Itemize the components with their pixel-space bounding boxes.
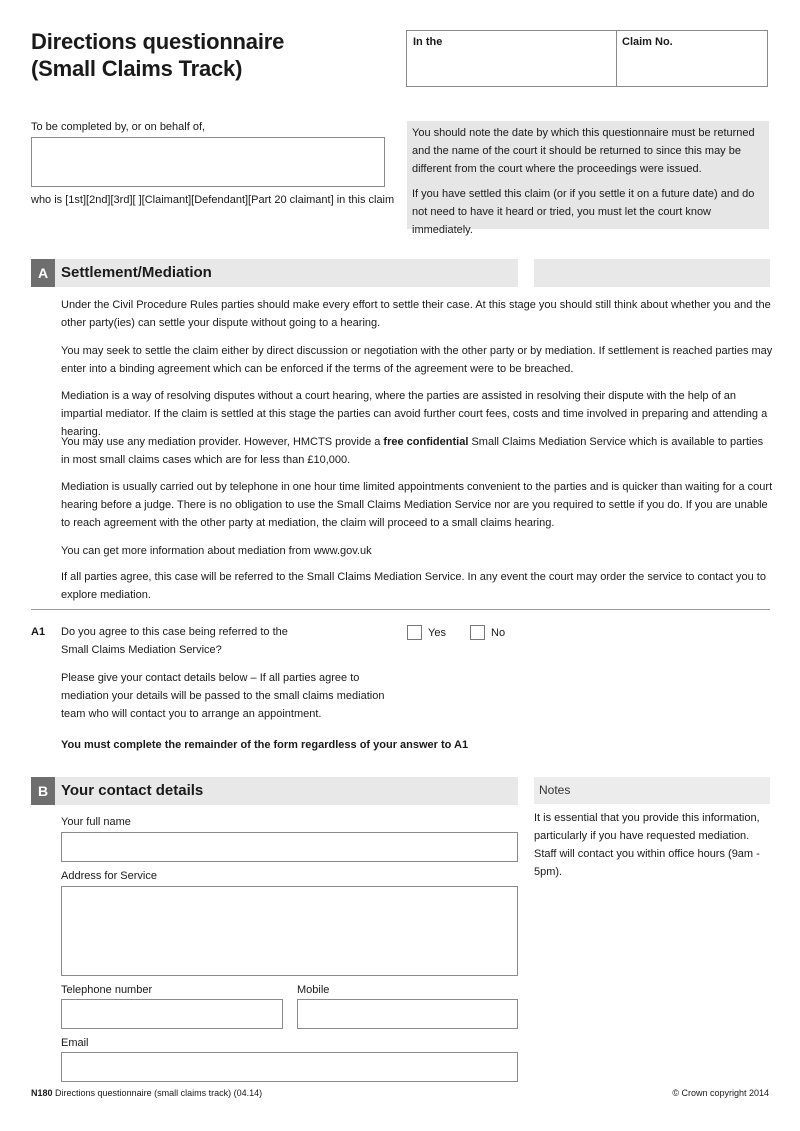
paragraph-cpr: Under the Civil Procedure Rules parties should make every effort to settle their case. At this stage you should still think about whether you and the other party(ies) can settle your dispute without going to a hearing. — [61, 299, 771, 329]
email-field[interactable] — [61, 1052, 518, 1082]
mobile-label: Mobile — [297, 984, 330, 996]
notes-text: It is essential that you provide this information, particularly if you have requested mediation. Staff will contact you within office hours (9am - 5pm). — [534, 812, 760, 878]
a1-yes-checkbox[interactable] — [407, 625, 422, 640]
paragraph-mediation-def: Mediation is a way of resolving disputes without a court hearing, where the parties are assisted in resolving their dispute with the help of an impartial mediator. If the claim is settled at this stage the parties can avoid further court fees, costs and time involved in preparing and attending a hearing. — [61, 390, 768, 438]
title-line-1: Directions questionnaire — [31, 29, 285, 54]
email-label: Email — [61, 1037, 89, 1049]
paragraph-more-info: You can get more information about mediation from www.gov.uk — [61, 545, 372, 557]
a1-no-checkbox[interactable] — [470, 625, 485, 640]
paragraph-settle: You may seek to settle the claim either by direct discussion or negotiation with the other party or by mediation. If settlement is reached parties may enter into a binding agreement which can be enforced if the terms of the agreement were to be breached. — [61, 345, 773, 375]
section-b-header — [31, 777, 518, 805]
page-title — [31, 28, 284, 82]
form-footer — [31, 1088, 262, 1098]
a1-number: A1 — [31, 626, 46, 638]
a1-yes-label: Yes — [428, 627, 446, 639]
in-the-label: In the — [413, 36, 443, 48]
a1-contact-text: Please give your contact details below – If all parties agree to mediation your details will be passed to the small claims mediation team who will contact you to arrange an appointment. — [61, 672, 385, 720]
a1-question: Do you agree to this case being referred to the Small Claims Mediation Service? — [61, 626, 288, 656]
claim-no-label: Claim No. — [622, 36, 673, 48]
address-label: Address for Service — [61, 870, 157, 882]
telephone-field[interactable] — [61, 999, 283, 1029]
provider-text-bold: free confidential — [383, 436, 469, 448]
paragraph-referral: If all parties agree, this case will be referred to the Small Claims Mediation Service. In any event the court may order the service to contact you to explore mediation. — [61, 571, 766, 601]
full-name-label: Your full name — [61, 816, 131, 828]
section-a-letter: A — [31, 259, 55, 287]
address-field[interactable] — [61, 886, 518, 976]
provider-text-line2: small claims cases which are for less than £10,000. — [99, 454, 351, 466]
section-b-title: Your contact details — [61, 782, 204, 799]
notes-heading: Notes — [534, 777, 770, 804]
title-line-2: (Small Claims Track) — [31, 56, 243, 81]
claim-number-field[interactable] — [622, 51, 762, 83]
section-a-header — [31, 259, 518, 287]
paragraph-provider — [61, 433, 773, 469]
provider-text-pre: You may use any mediation provider. However, HMCTS provide a — [61, 436, 384, 448]
section-b-letter: B — [31, 777, 55, 805]
completed-by-field[interactable] — [31, 137, 385, 187]
completed-by-label: To be completed by, or on behalf of, — [31, 121, 206, 133]
full-name-field[interactable] — [61, 832, 518, 862]
paragraph-telephone: Mediation is usually carried out by telephone in one hour time limited appointments convenient to the parties and is quicker than waiting for a court hearing before a judge. There is no obligation to use the Small Claims Mediation Service nor are you required to settle if you do. If you are unable to reach agreement with the other party at mediation, the claim will proceed to a small claims hearing. — [61, 481, 773, 529]
return-date-note — [407, 121, 769, 236]
note-paragraph-1: You should note the date by which this questionnaire must be returned and the name of the court it should be returned to since this may be different from the court where the proceedings were issued. — [412, 127, 755, 175]
court-claim-box — [406, 30, 768, 87]
form-code: N180 — [31, 1088, 53, 1098]
note-paragraph-2: If you have settled this claim (or if you settle it on a future date) and do not need to have it heard or tried, you must let the court know immediately. — [412, 188, 755, 236]
a1-no-label: No — [491, 627, 506, 639]
must-complete-text: You must complete the remainder of the form regardless of your answer to A1 — [61, 739, 469, 751]
party-role-text: who is [1st][2nd][3rd][ ][Claimant][Defendant][Part 20 claimant] in this claim — [31, 194, 395, 206]
section-a-divider — [31, 609, 770, 610]
court-box-divider — [616, 31, 617, 86]
telephone-label: Telephone number — [61, 984, 153, 996]
section-a-title: Settlement/Mediation — [61, 264, 212, 281]
form-footer-title: Directions questionnaire (small claims track) (04.14) — [55, 1088, 263, 1098]
provider-text-post: Small Claims Mediation Service which is available to parties in most — [61, 436, 764, 466]
section-a-side-panel — [534, 259, 770, 287]
court-name-field[interactable] — [413, 51, 611, 83]
copyright: © Crown copyright 2014 — [672, 1088, 769, 1098]
mobile-field[interactable] — [297, 999, 518, 1029]
